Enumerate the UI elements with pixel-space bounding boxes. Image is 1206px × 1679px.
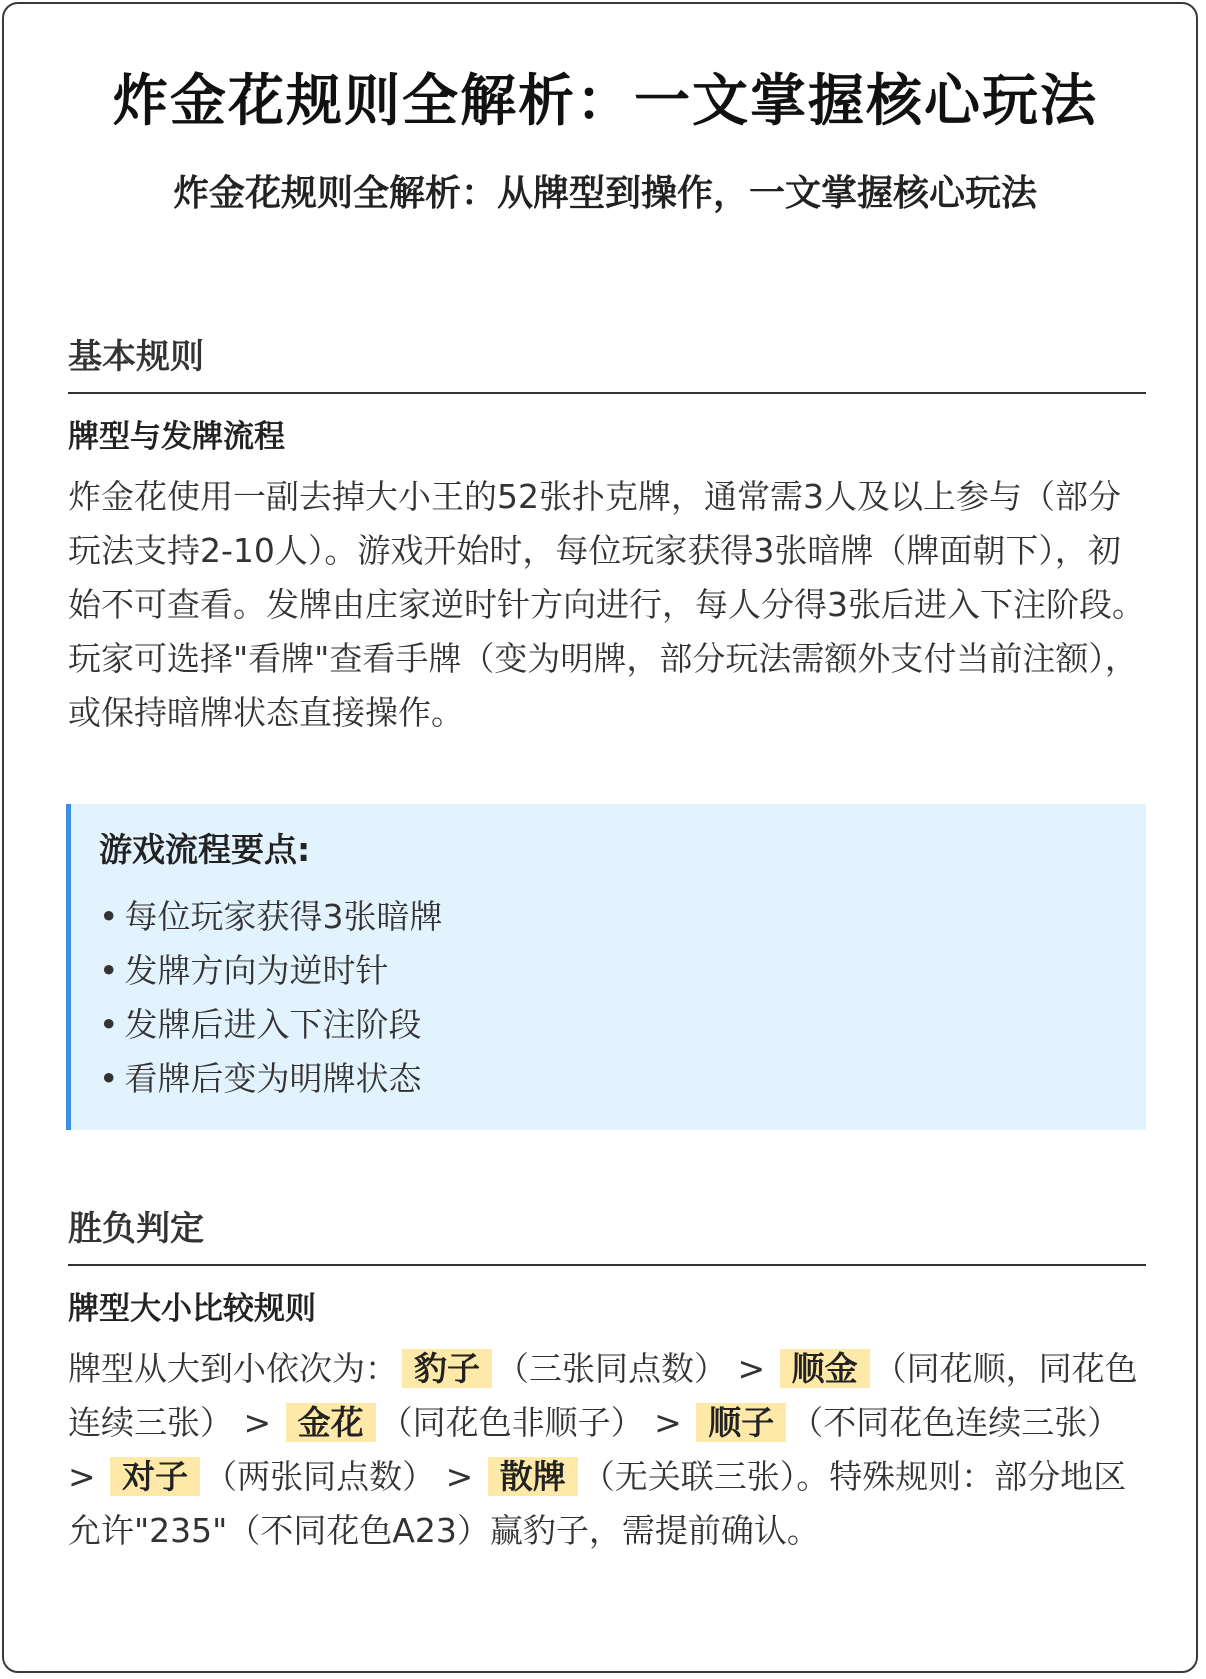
section-heading-win-loss: 胜负判定 [68,1204,1146,1266]
page-title: 炸金花规则全解析：一文掌握核心玩法 [112,69,1098,134]
hand-desc: （三张同点数） [496,1349,727,1388]
hand-name-shunzi: 顺子 [696,1403,786,1442]
subheading-deal-process: 牌型与发牌流程 [68,419,285,455]
list-item: • 看牌后变为明牌状态 [99,1052,1146,1106]
hand-name-sanpai: 散牌 [488,1457,578,1496]
list-item: • 发牌方向为逆时针 [99,944,1146,998]
callout-list [99,890,1146,1106]
article-card [2,2,1198,1673]
subheading-hand-ranking: 牌型大小比较规则 [68,1291,316,1327]
section-heading-basic-rules: 基本规则 [68,332,1146,394]
hand-desc: （不同花色连续三张） [790,1403,1121,1442]
list-item: • 每位玩家获得3张暗牌 [99,890,1146,944]
rank-separator: > [68,1457,107,1496]
page-subtitle: 炸金花规则全解析：从牌型到操作，一文掌握核心玩法 [172,173,1037,214]
hand-desc: （无关联三张） [581,1457,797,1496]
ranking-intro: 牌型从大到小依次为： [68,1349,398,1388]
callout-title: 游戏流程要点: [99,830,311,869]
rank-separator: > [727,1349,776,1388]
rank-separator: > [233,1403,282,1442]
hand-name-jinhua: 金花 [286,1403,376,1442]
paragraph-basic-rules: 炸金花使用一副去掉大小王的52张扑克牌，通常需3人及以上参与（部分玩法支持2-10人）。游戏开始时，每位玩家获得3张暗牌（牌面朝下），初始不可查看。发牌由庄家逆时针方向进行，每人分得3张后进入下注阶段。玩家可选择"看牌"查看手牌（变为明牌，部分玩法需额外支付当前注额），或保持暗牌状态直接操作。 [68,477,1145,732]
hand-name-shunjin: 顺金 [780,1349,870,1388]
list-item: • 发牌后进入下注阶段 [99,998,1146,1052]
hand-name-baozi: 豹子 [402,1349,492,1388]
rank-separator: > [435,1457,484,1496]
paragraph-hand-ranking [68,1342,1148,1558]
hand-desc: （同花色非顺子） [379,1403,644,1442]
ranking-outro: 。特殊规则：部分地区允许"235"（不同花色A23）赢豹子，需提前确认。 [68,1457,1127,1550]
hand-desc: （两张同点数） [204,1457,436,1496]
hand-name-duizi: 对子 [110,1457,200,1496]
callout-game-flow [66,804,1146,1130]
hand-desc: （同花顺，同花色连续三张） [68,1349,1138,1442]
rank-separator: > [643,1403,693,1442]
